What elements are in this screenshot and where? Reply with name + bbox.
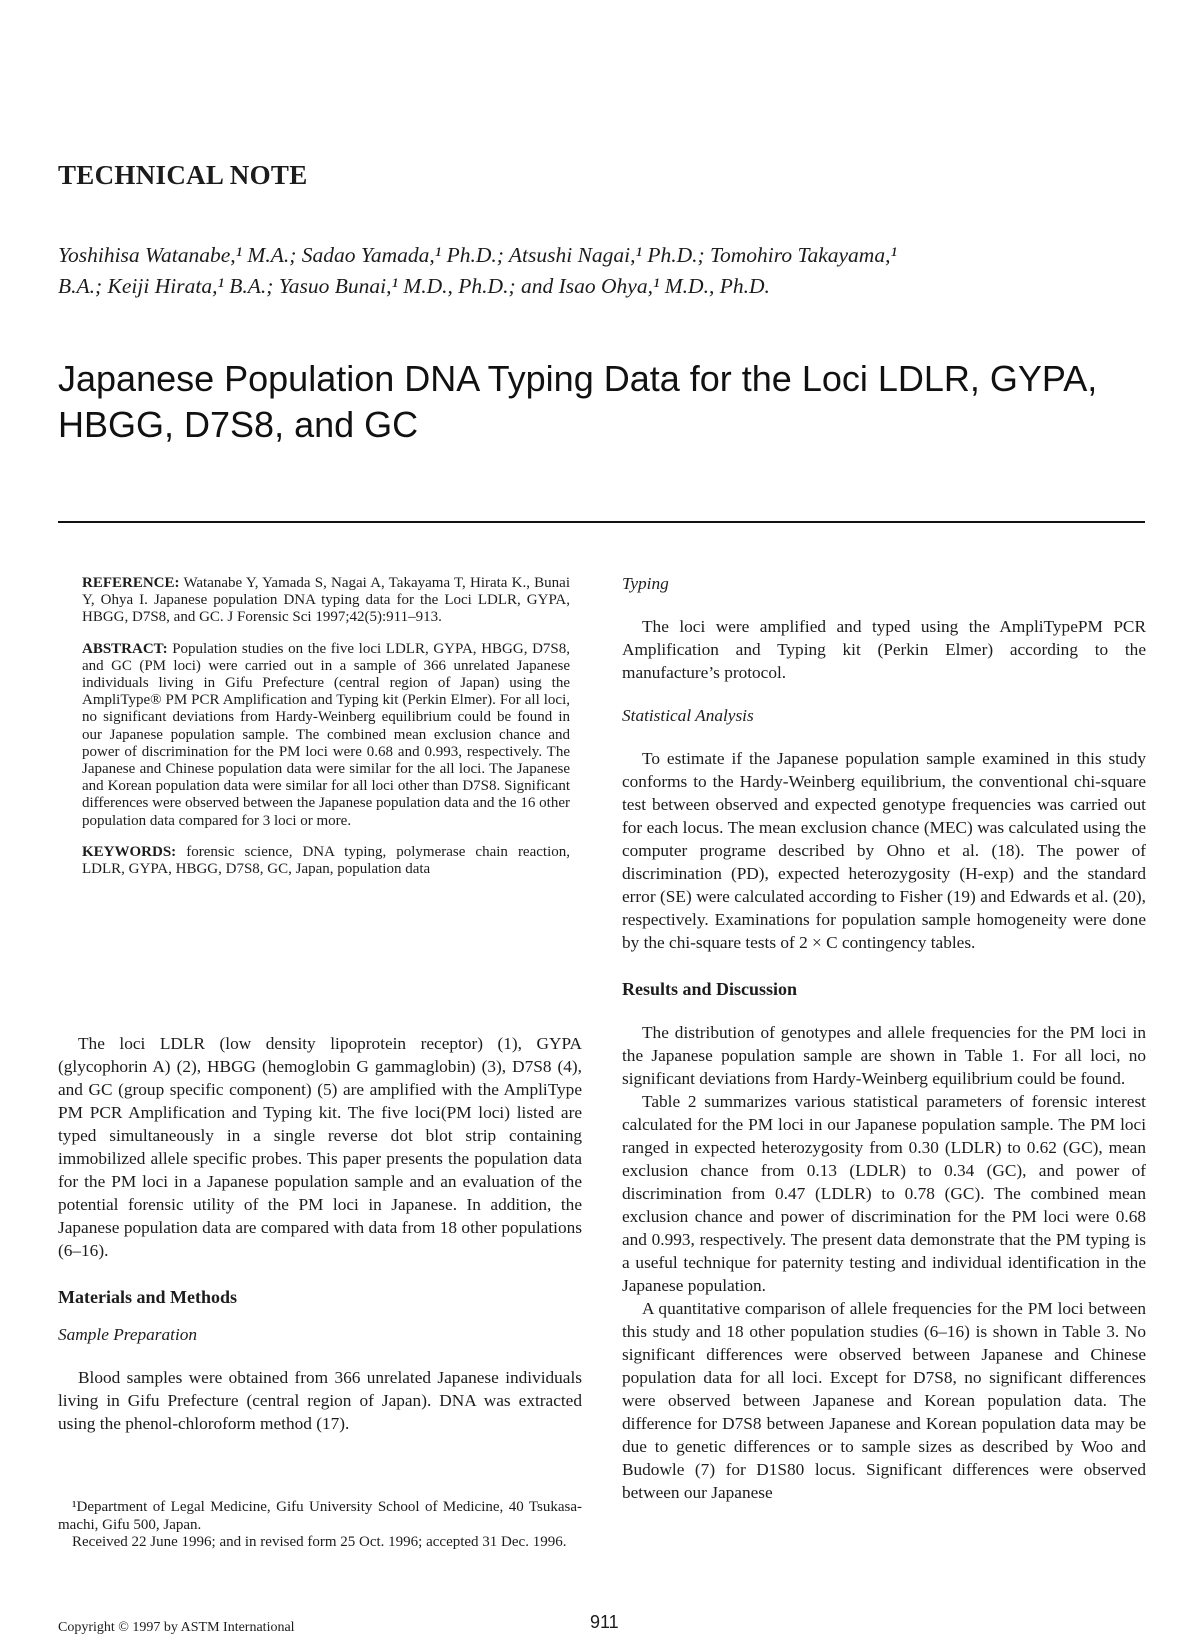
affiliation-note: ¹Department of Legal Medicine, Gifu University School of Medicine, 40 Tsukasa-machi, Gifu 500, Japan. (58, 1499, 582, 1533)
keywords-text: forensic science, DNA typing, polymerase chain reaction, LDLR, GYPA, HBGG, D7S8, GC, Japan, population data (82, 843, 570, 878)
received-note: Received 22 June 1996; and in revised form 25 Oct. 1996; accepted 31 Dec. 1996. (72, 1534, 567, 1550)
results-discussion-heading: Results and Discussion (622, 979, 798, 999)
section-label: TECHNICAL NOTE (58, 160, 308, 190)
results-paragraph-2: Table 2 summarizes various statistical parameters of forensic interest calculated for the PM loci in our Japanese population sample. The PM loci ranged in expected heterozygosity from 0.30 (LDLR) to 0.62 (GC), mean exclusion chance from 0.13 (LDLR) to 0.34 (GC), and power of discrimination from 0.47 (LDLR) to 0.78 (GC). The combined mean exclusion chance and power of discrimination for the PM loci were 0.68 and 0.993, respectively. The present data demonstrate that the PM typing is a useful technique for paternity testing and individual identification in the Japanese population. (622, 1092, 1146, 1295)
reference-label: REFERENCE: (82, 575, 180, 591)
authors-line-2: B.A.; Keiji Hirata,¹ B.A.; Yasuo Bunai,¹ M.D., Ph.D.; and Isao Ohya,¹ M.D., Ph.D. (58, 274, 770, 298)
results-paragraph-1: The distribution of genotypes and allele frequencies for the PM loci in the Japanese population sample are shown in Table 1. For all loci, no significant deviations from Hardy-Weinberg equilibrium could be found. (622, 1023, 1146, 1088)
abstract-label: ABSTRACT: (82, 640, 168, 657)
page-number: 911 (590, 1612, 619, 1632)
keywords-paragraph (82, 844, 570, 878)
copyright-notice: Copyright © 1997 by ASTM International (58, 1620, 295, 1635)
paper-title: Japanese Population DNA Typing Data for the Loci LDLR, GYPA, HBGG, D7S8, and GC (58, 358, 1098, 445)
footnote (58, 1499, 582, 1552)
typing-heading: Typing (622, 574, 669, 593)
sample-preparation-heading: Sample Preparation (58, 1325, 198, 1344)
intro-paragraph: The loci LDLR (low density lipoprotein receptor) (1), GYPA (glycophorin A) (2), HBGG (hemoglobin G gammaglobin) (3), D7S8 (4), and GC (group specific component) (5) are amplified with the AmpliType PM PCR Amplification and Typing kit. The five loci(PM loci) listed are typed simultaneously in a single reverse dot blot strip containing immobilized allele specific probes. This paper presents the population data for the PM loci in a Japanese population sample and an evaluation of the potential forensic utility of the PM loci in Japanese. In addition, the Japanese population data are compared with data from 18 other populations (6–16). (58, 1034, 582, 1260)
statistical-analysis-paragraph: To estimate if the Japanese population sample examined in this study conforms to the Hardy-Weinberg equilibrium, the conventional chi-square test between observed and expected genotype frequencies was carried out for each locus. The mean exclusion chance (MEC) was calculated using the computer programe described by Ohno et al. (18). The power of discrimination (PD), expected heterozygosity (H-exp) and the standard error (SE) were calculated according to Fisher (19) and Edwards et al. (20), respectively. Examinations for population sample homogeneity were done by the chi-square tests of 2 × C contingency tables. (622, 749, 1146, 952)
author-list (58, 240, 1118, 302)
abstract-block (82, 575, 570, 892)
keywords-label: KEYWORDS: (82, 843, 177, 860)
reference-text: Watanabe Y, Yamada S, Nagai A, Takayama T, Hirata K., Bunai Y, Ohya I. Japanese population DNA typing data for the Loci LDLR, GYPA, HBGG, D7S8, and GC. J Forensic Sci 1997;42(5):911–913. (82, 575, 570, 626)
sample-preparation-paragraph: Blood samples were obtained from 366 unrelated Japanese individuals living in Gifu Prefecture (central region of Japan). DNA was extracted using the phenol-chloroform method (17). (58, 1368, 582, 1433)
abstract-paragraph (82, 641, 570, 830)
left-column (58, 1032, 582, 1435)
materials-methods-heading: Materials and Methods (58, 1287, 237, 1307)
reference-paragraph (82, 575, 570, 627)
results-paragraph-3: A quantitative comparison of allele frequencies for the PM loci between this study and 18 other population studies (6–16) is shown in Table 3. No significant differences were observed between Japanese and Chinese population data for all loci. Except for D7S8, no significant differences were observed between Japanese and Korean population data. The difference for D7S8 between Japanese and Korean population data may be due to genetic differences or to sample sizes as described by Woo and Budowle (7) for D1S80 locus. Significant differences were observed between our Japanese (622, 1299, 1146, 1502)
authors-line-1: Yoshihisa Watanabe,¹ M.A.; Sadao Yamada,¹ Ph.D.; Atsushi Nagai,¹ Ph.D.; Tomohiro Takayama,¹ (58, 243, 897, 267)
title-divider (58, 521, 1145, 523)
typing-paragraph: The loci were amplified and typed using the AmpliTypePM PCR Amplification and Typing kit (Perkin Elmer) according to the manufacture’s protocol. (622, 617, 1146, 682)
right-column (622, 572, 1146, 1504)
statistical-analysis-heading: Statistical Analysis (622, 706, 754, 725)
abstract-text: Population studies on the five loci LDLR, GYPA, HBGG, D7S8, and GC (PM loci) were carried out in a sample of 366 unrelated Japanese individuals living in Gifu Prefecture (central region of Japan) using the AmpliType® PM PCR Amplification and Typing kit (Perkin Elmer). For all loci, no significant deviations from Hardy-Weinberg equilibrium could be found in our Japanese population sample. The combined mean exclusion chance and power of discrimination for the PM loci were 0.68 and 0.993, respectively. The Japanese and Chinese population data were similar for the all loci. The Japanese and Korean population data were similar for all loci other than D7S8. Significant differences were observed between the Japanese population data and the 16 other population data compared for 3 loci or more. (82, 640, 570, 829)
